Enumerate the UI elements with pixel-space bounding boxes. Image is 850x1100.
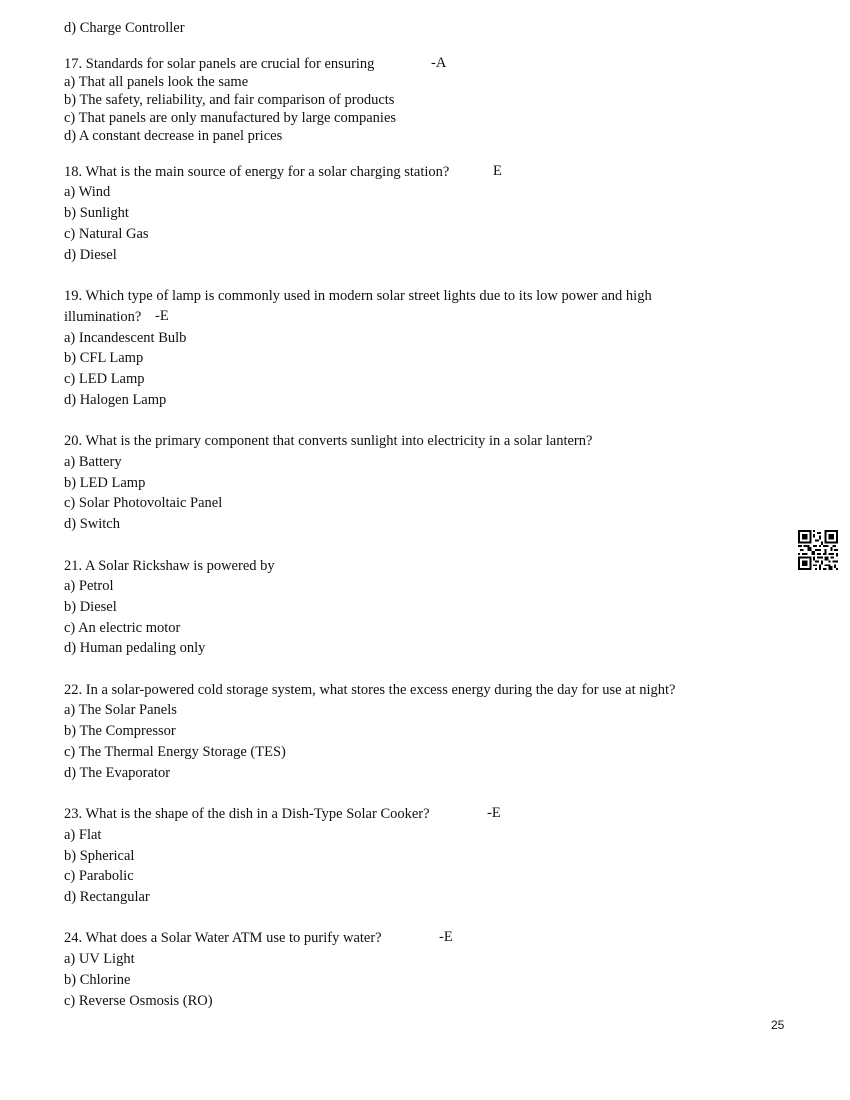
prev-option: d) Charge Controller: [64, 20, 185, 36]
option: a) Petrol: [64, 578, 114, 594]
option: a) Wind: [64, 184, 111, 200]
question-22: 22. In a solar-powered cold storage system, what stores the excess energy during the day for use at night?: [64, 682, 676, 698]
option: b) Spherical: [64, 848, 135, 864]
option: c) Reverse Osmosis (RO): [64, 993, 213, 1009]
option: b) Diesel: [64, 599, 117, 615]
option: a) The Solar Panels: [64, 702, 177, 718]
option: d) Human pedaling only: [64, 640, 206, 656]
question-19: 19. Which type of lamp is commonly used in modern solar street lights due to its low power and high: [64, 288, 652, 304]
option: b) CFL Lamp: [64, 350, 144, 366]
option: c) The Thermal Energy Storage (TES): [64, 744, 286, 760]
option: d) A constant decrease in panel prices: [64, 128, 283, 144]
question-17-tag: -A: [431, 55, 447, 71]
option: c) Natural Gas: [64, 226, 149, 242]
question-19-cont: illumination?: [64, 309, 142, 325]
qr-code-icon: [798, 530, 838, 570]
option: c) LED Lamp: [64, 371, 145, 387]
question-19-tag: -E: [155, 308, 169, 324]
question-23-tag: -E: [487, 805, 501, 821]
option: d) Switch: [64, 516, 120, 532]
option: d) Halogen Lamp: [64, 392, 167, 408]
option: b) LED Lamp: [64, 475, 146, 491]
option: c) Parabolic: [64, 868, 134, 884]
option: d) Diesel: [64, 247, 117, 263]
option: d) The Evaporator: [64, 765, 171, 781]
option: a) Battery: [64, 454, 122, 470]
question-24-tag: -E: [439, 929, 453, 945]
question-24: 24. What does a Solar Water ATM use to purify water?: [64, 930, 382, 946]
question-18-tag: E: [493, 163, 502, 179]
option: a) That all panels look the same: [64, 74, 249, 90]
option: c) That panels are only manufactured by large companies: [64, 110, 397, 126]
option: a) Incandescent Bulb: [64, 330, 187, 346]
question-17: 17. Standards for solar panels are crucial for ensuring: [64, 56, 375, 72]
option: d) Rectangular: [64, 889, 150, 905]
option: c) An electric motor: [64, 620, 181, 636]
page-number: 25: [771, 1018, 785, 1032]
option: c) Solar Photovoltaic Panel: [64, 495, 223, 511]
question-23: 23. What is the shape of the dish in a Dish-Type Solar Cooker?: [64, 806, 430, 822]
option: a) Flat: [64, 827, 102, 843]
option: b) Sunlight: [64, 205, 129, 221]
option: b) The safety, reliability, and fair comparison of products: [64, 92, 395, 108]
option: b) The Compressor: [64, 723, 176, 739]
question-18: 18. What is the main source of energy for a solar charging station?: [64, 164, 450, 180]
option: b) Chlorine: [64, 972, 131, 988]
question-21: 21. A Solar Rickshaw is powered by: [64, 558, 275, 574]
question-20: 20. What is the primary component that converts sunlight into electricity in a solar lantern?: [64, 433, 593, 449]
option: a) UV Light: [64, 951, 135, 967]
